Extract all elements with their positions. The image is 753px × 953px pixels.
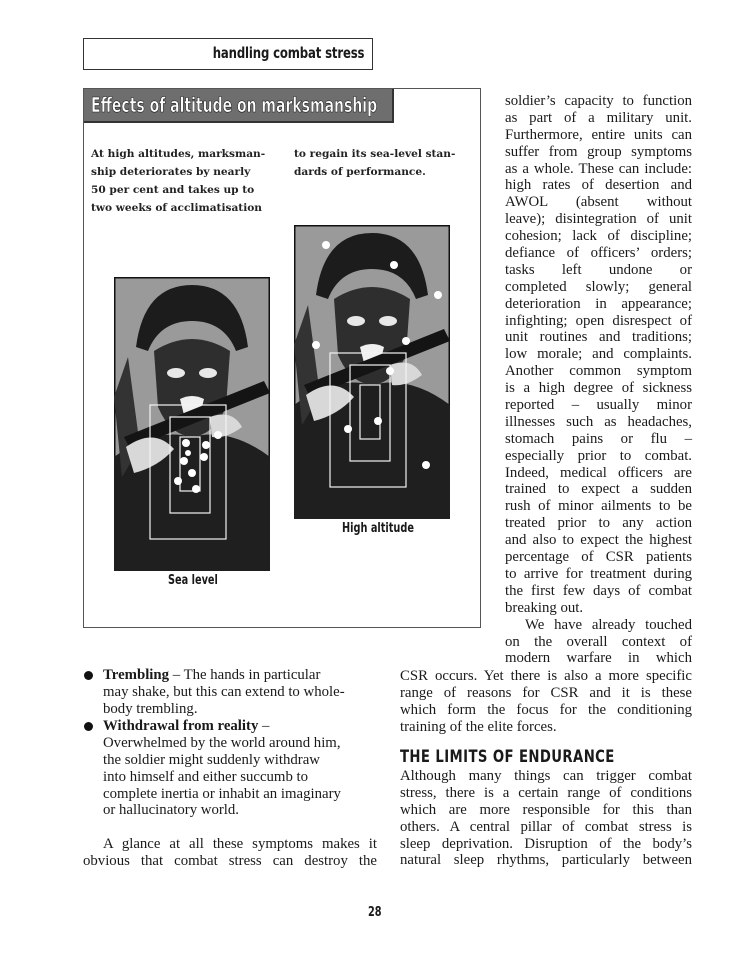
text-line: illnesses such as headaches,	[505, 413, 692, 430]
sidebar-box	[83, 88, 481, 628]
high-altitude-target-figure	[294, 225, 450, 519]
text-line: obvious that combat stress can destroy the	[83, 852, 377, 869]
section-body-text	[400, 768, 692, 869]
text-line: range of reasons for CSR and it is these	[400, 684, 692, 701]
bullet-title: Withdrawal from reality	[103, 718, 259, 734]
text-line: modern warfare in which	[505, 650, 692, 667]
text-line: high rates of desertion and	[505, 177, 692, 194]
text-line: defiance of officers’ orders;	[505, 245, 692, 262]
text-line: infighting; open disrespect of	[505, 312, 692, 329]
sidebar-title: Effects of altitude on marksmanship	[91, 93, 378, 117]
text-line: We have already touched	[525, 616, 692, 633]
bullet-item-trembling	[103, 667, 378, 718]
text-line: unit routines and traditions;	[505, 329, 692, 346]
text-line: to arrive for treatment during	[505, 565, 692, 582]
caption-line: 50 per cent and takes up to	[91, 184, 255, 196]
text-line: cohesion; lack of discipline;	[505, 228, 692, 245]
text-line: CSR occurs. Yet there is also a more specific	[400, 668, 692, 684]
text-line: especially prior to combat.	[505, 447, 692, 464]
text-line: A glance at all these symptoms makes it	[103, 836, 377, 852]
left-paragraph	[83, 836, 377, 870]
text-line: the first few days of combat	[505, 582, 692, 599]
text-line: leave); disintegration of unit	[505, 211, 692, 228]
bullet-text: body trembling.	[103, 700, 198, 717]
text-line: completed slowly; general	[505, 278, 692, 295]
bullet-text: Overwhelmed by the world around him,	[103, 734, 341, 751]
page-number: 28	[368, 905, 382, 920]
right-column-top-text	[505, 93, 692, 667]
sea-level-target-figure	[114, 277, 270, 571]
text-line: reported – usually minor	[505, 397, 692, 414]
sidebar-caption-right	[294, 145, 455, 181]
text-line: Furthermore, entire units can	[505, 126, 692, 143]
text-line: which form the focus for the conditioning	[400, 701, 692, 718]
running-header	[83, 38, 373, 70]
text-line: Indeed, medical officers are	[505, 464, 692, 481]
caption-line: ship deteriorates by nearly	[91, 166, 251, 178]
text-line: natural sleep rhythms, particularly between	[400, 852, 692, 869]
text-line: Another common symptom	[505, 363, 692, 380]
bullet-text: may shake, but this can extend to whole-	[103, 683, 345, 700]
text-line: suffer from group symptoms	[505, 143, 692, 160]
text-line: AWOL (absent without	[505, 194, 692, 211]
text-line: tasks left undone or	[505, 261, 692, 278]
caption-line: two weeks of acclimatisation	[91, 202, 262, 214]
bullet-item-withdrawal	[103, 718, 378, 819]
text-line: rush of minor ailments to be	[505, 498, 692, 515]
caption-line: At high altitudes, marksman-	[91, 148, 266, 160]
text-line: percentage of CSR patients	[505, 549, 692, 566]
bullet-text: complete inertia or inhabit an imaginary	[103, 785, 341, 802]
text-line: as part of a military unit.	[505, 109, 692, 126]
bullet-title: Trembling	[103, 667, 170, 683]
bullet-text: – The hands in particular	[169, 667, 321, 683]
caption-line: to regain its sea-level stan-	[294, 148, 456, 160]
bullet-icon	[84, 671, 93, 680]
text-line: breaking out.	[505, 599, 584, 616]
bullet-text: into himself and either succumb to	[103, 768, 309, 785]
text-line: training of the elite forces.	[400, 718, 557, 735]
text-line: is a high degree of sickness	[505, 380, 692, 397]
text-line: which are more responsible for this than	[400, 801, 692, 818]
text-line: and also to expect the highest	[505, 532, 692, 549]
text-line: on the overall context of	[505, 633, 692, 650]
text-line: treated prior to any action	[505, 515, 692, 532]
text-line: others. A central pillar of combat stress is	[400, 818, 692, 835]
running-header-title: handling combat stress	[212, 44, 364, 62]
section-heading: THE LIMITS OF ENDURANCE	[400, 747, 615, 767]
bullet-text: or hallucinatory world.	[103, 802, 240, 819]
text-line: Although many things can trigger combat	[400, 768, 692, 784]
caption-line: dards of performance.	[294, 166, 426, 178]
text-line: stress, there is a certain range of conditions	[400, 784, 692, 801]
bullet-icon	[84, 722, 93, 731]
high-altitude-label: High altitude	[342, 521, 414, 536]
text-line: trained to expect a sudden	[505, 481, 692, 498]
text-line: soldier’s capacity to function	[505, 93, 692, 109]
text-line: low morale; and complaints.	[505, 346, 692, 363]
sidebar-title-bar	[84, 89, 394, 123]
right-column-bottom-text	[400, 668, 692, 736]
bullet-text: –	[258, 718, 270, 734]
sidebar-caption-left	[91, 145, 265, 217]
text-line: stomach pains or flu –	[505, 430, 692, 447]
text-line: as a whole. These can include:	[505, 160, 692, 177]
text-line: deterioration in appearance;	[505, 295, 692, 312]
bullet-text: the soldier might suddenly withdraw	[103, 751, 320, 768]
sea-level-label: Sea level	[168, 573, 218, 588]
text-line: sleep deprivation. Disruption of the body’s	[400, 835, 692, 852]
